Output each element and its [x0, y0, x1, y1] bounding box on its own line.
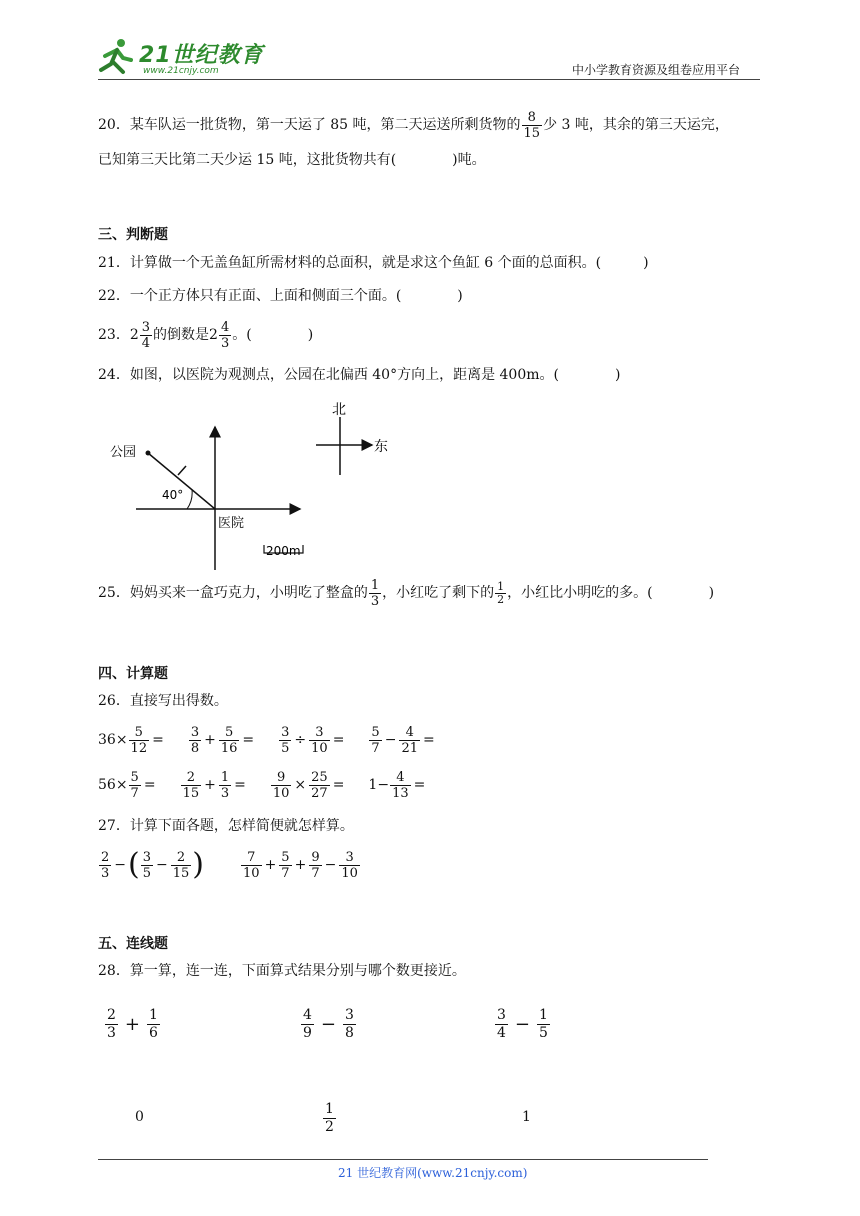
- fraction: $\frac{4}{3}$: [220, 319, 230, 351]
- header-divider: [98, 79, 760, 80]
- footer-text[interactable]: 21 世纪教育网(www.21cnjy.com): [338, 1166, 528, 1180]
- calc-item: 56× $\frac{5}{7}$ =: [98, 769, 156, 801]
- question-28: 28．算一算，连一连，下面算式结果分别与哪个数更接近。: [98, 963, 466, 979]
- section-title-calculation: 四、计算题: [98, 666, 168, 682]
- hospital-label: 医院: [218, 516, 245, 531]
- simplify-expr-2: $\frac{7}{10}$ + $\frac{5}{7}$ + $\frac{9}{7}$ − $\frac{3}{10}$: [243, 849, 358, 881]
- match-expr-2[interactable]: $\frac{4}{9}$ − $\frac{3}{8}$: [303, 1006, 354, 1041]
- question-21: 21．计算做一个无盖鱼缸所需材料的总面积，就是求这个鱼缸 6 个面的总面积。( ): [98, 255, 649, 271]
- match-target-half[interactable]: $\frac{1}{2}$: [325, 1100, 334, 1135]
- question-24: 24．如图，以医院为观测点，公园在北偏西 40°方向上，距离是 400m。( ): [98, 367, 621, 383]
- calc-item: $\frac{5}{7}$ − $\frac{4}{21}$ =: [371, 724, 435, 756]
- calc-row-2: [98, 767, 449, 803]
- calc-item: 36× $\frac{5}{12}$ =: [98, 724, 164, 756]
- scale-label: 200m: [266, 544, 301, 558]
- question-23: 23． 2 $\frac{3}{4}$ 的倒数是 2 $\frac{4}{3}$ 。( ): [98, 319, 314, 351]
- question-20-line1: 20．某车队运一批货物，第一天运了 85 吨，第二天运送所剩货物的 $\frac{8}{15}$ 少 3 吨，其余的第三天运完，: [98, 109, 729, 141]
- runner-logo-icon: [95, 36, 135, 76]
- park-label: 公园: [110, 445, 137, 460]
- question-27: 27．计算下面各题，怎样简便就怎样算。: [98, 818, 354, 834]
- calc-item: $\frac{3}{8}$ + $\frac{5}{16}$ =: [190, 724, 255, 756]
- fraction: $\frac{3}{4}$: [141, 319, 151, 351]
- fraction: $\frac{1}{3}$: [370, 577, 380, 609]
- site-logo: [95, 36, 265, 80]
- section-title-matching: 五、连线题: [98, 936, 168, 952]
- calc-item: $\frac{9}{10}$ × $\frac{25}{27}$ =: [272, 769, 345, 801]
- simplify-row: [98, 845, 383, 885]
- calc-item: $\frac{2}{15}$ + $\frac{1}{3}$ =: [182, 769, 246, 801]
- calc-item: 1− $\frac{4}{13}$ =: [368, 769, 426, 801]
- question-20-line2: 已知第三天比第二天少运 15 吨，这批货物共有( )吨。: [98, 152, 486, 168]
- question-25: 25．妈妈买来一盒巧克力，小明吃了整盒的 $\frac{1}{3}$ ，小红吃了剩下的 $\frac{1}{2}$ ，小红比小明吃的多。( ): [98, 577, 715, 609]
- calc-row-1: [98, 722, 459, 758]
- angle-label: 40°: [162, 488, 184, 502]
- question-26: 26．直接写出得数。: [98, 693, 228, 709]
- match-expr-1[interactable]: $\frac{2}{3}$ + $\frac{1}{6}$: [107, 1006, 158, 1041]
- fraction: $\frac{1}{2}$: [497, 579, 505, 606]
- match-expr-3[interactable]: $\frac{3}{4}$ − $\frac{1}{5}$: [497, 1006, 548, 1041]
- compass-north-label: 北: [332, 402, 346, 418]
- question-22: 22．一个正方体只有正面、上面和侧面三个面。( ): [98, 288, 463, 304]
- park-point: [146, 451, 151, 456]
- simplify-expr-1: $\frac{2}{3}$ − ( $\frac{3}{5}$ − $\frac{2}{15}$ ): [101, 847, 205, 882]
- tick-mark: [178, 466, 186, 475]
- match-target-one[interactable]: 1: [522, 1109, 531, 1125]
- section-title-judgement: 三、判断题: [98, 227, 168, 243]
- match-target-zero[interactable]: 0: [135, 1109, 144, 1125]
- calc-item: $\frac{3}{5}$ ÷ $\frac{3}{10}$ =: [281, 724, 345, 756]
- platform-name: 中小学教育资源及组卷应用平台: [572, 63, 741, 77]
- footer-divider: [98, 1159, 708, 1160]
- angle-arc: [187, 490, 192, 509]
- fraction: $\frac{8}{15}$: [523, 109, 541, 141]
- logo-text: 21世纪教育: [139, 43, 264, 68]
- compass-east-label: 东: [374, 439, 388, 455]
- logo-url: www.21cnjy.com: [143, 66, 219, 76]
- direction-diagram: [100, 395, 400, 575]
